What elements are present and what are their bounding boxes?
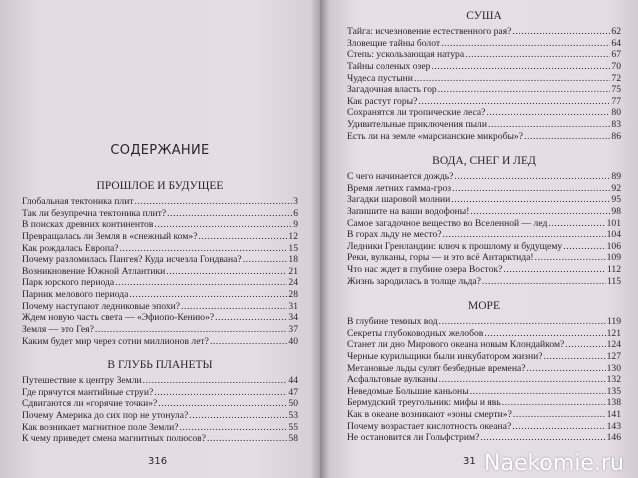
entry-page: 64 xyxy=(611,37,621,49)
toc-entry xyxy=(22,433,298,445)
dot-leader xyxy=(482,276,606,288)
toc-section xyxy=(22,357,298,445)
entry-page: 80 xyxy=(611,107,621,119)
toc-entry xyxy=(347,218,621,230)
entry-page: 62 xyxy=(611,26,621,37)
entry-title: С чего начинается дождь? xyxy=(347,171,454,182)
page-number: 31 xyxy=(463,456,476,467)
entry-title: Как растут горы? xyxy=(347,95,418,107)
entry-title: Ледники Гренландии: ключ к прошлому и будущему xyxy=(347,240,563,252)
entry-page: 124 xyxy=(606,339,621,351)
toc-entry xyxy=(347,374,621,386)
toc-entry xyxy=(347,131,621,143)
toc-entry xyxy=(347,351,621,363)
entry-title: Черные курильщики были инкубатором жизни? xyxy=(347,350,543,362)
entry-title: Не остановится ли Гольфстрим? xyxy=(347,432,480,444)
dot-leader xyxy=(154,219,292,231)
dot-leader xyxy=(243,254,288,266)
toc-entry xyxy=(22,336,298,348)
dot-leader xyxy=(486,107,610,119)
entry-page: 146 xyxy=(606,432,621,444)
entry-page: 15 xyxy=(288,242,298,254)
dot-leader xyxy=(95,324,288,336)
dot-leader xyxy=(418,96,610,108)
dot-leader xyxy=(470,206,610,218)
toc-entry xyxy=(22,208,298,220)
dot-leader xyxy=(414,73,610,85)
toc-section xyxy=(347,298,621,444)
entry-title: Как в океане возникают «зоны смерти»? xyxy=(347,409,512,421)
entry-title: Есть ли на земле «марсианские микробы»? xyxy=(347,130,523,142)
page-number: 316 xyxy=(148,456,168,467)
toc-entry xyxy=(22,289,298,301)
dot-leader xyxy=(207,433,287,445)
dot-leader xyxy=(503,264,606,276)
toc-entry xyxy=(347,49,621,61)
entry-title: Реки, вулканы, горы — и это всё Антарктида! xyxy=(347,252,534,264)
toc-entry xyxy=(347,363,621,375)
entry-page: 40 xyxy=(288,335,298,347)
toc-entry xyxy=(347,339,621,351)
entry-page: 28 xyxy=(288,289,298,301)
entry-page: 98 xyxy=(611,205,621,217)
entry-page: 104 xyxy=(606,229,621,241)
entry-page: 6 xyxy=(293,207,298,219)
entry-title: Самое загадочное вещество во Вселенной — лед xyxy=(347,217,548,229)
entry-page: 75 xyxy=(611,84,621,96)
dot-leader xyxy=(166,266,287,278)
entry-title: Загадки шаровой молнии xyxy=(347,194,451,206)
entry-title: Почему Америка до сих пор не утонула? xyxy=(22,409,189,421)
toc-entry xyxy=(347,328,621,340)
toc-entry xyxy=(347,386,621,398)
entry-page: 92 xyxy=(611,182,621,194)
dot-leader xyxy=(143,375,288,387)
entry-page: 72 xyxy=(611,72,621,84)
entry-page: 119 xyxy=(606,316,621,327)
entry-title: К чему приведет смена магнитных полюсов? xyxy=(22,433,206,445)
entry-title: Загадочная власть гор xyxy=(347,84,437,96)
toc-entry xyxy=(347,171,621,183)
dot-leader xyxy=(439,316,606,328)
dot-leader xyxy=(181,301,287,313)
toc-entry xyxy=(22,410,298,422)
entry-title: Что нас ждет в глубине озера Восток? xyxy=(347,264,503,276)
dot-leader xyxy=(198,231,287,243)
toc-entry xyxy=(347,183,621,195)
dot-leader xyxy=(154,387,287,399)
entry-title: Станет ли дно Мирового океана новым Клондайком? xyxy=(347,339,565,351)
entry-page: 89 xyxy=(611,171,621,182)
entry-title: В поисках древних континентов xyxy=(22,219,154,231)
dot-leader xyxy=(488,119,610,131)
section-heading: ПРОШЛОЕ И БУДУЩЕЕ xyxy=(96,180,224,192)
dot-leader xyxy=(210,336,287,348)
entry-title: Зловещие тайны болот xyxy=(347,37,441,49)
entry-title: Возникновение Южной Атлантики xyxy=(22,265,166,277)
dot-leader xyxy=(179,422,287,434)
dot-leader xyxy=(563,241,605,253)
dot-leader xyxy=(431,61,610,73)
toc-entry xyxy=(347,409,621,421)
toc-entry xyxy=(22,312,298,324)
toc-section xyxy=(347,153,621,287)
entry-title: В глубине темных вод xyxy=(347,316,438,327)
entry-page: 106 xyxy=(606,240,621,252)
entry-title: Где прячутся мантийные струи? xyxy=(22,386,154,398)
entry-title: Глобальная тектоника плит xyxy=(22,196,134,207)
toc-entry xyxy=(347,206,621,218)
entry-page: 121 xyxy=(606,327,621,339)
entry-page: 83 xyxy=(611,119,621,131)
toc-entry xyxy=(22,324,298,336)
entry-page: 9 xyxy=(293,219,298,231)
entry-page: 34 xyxy=(288,312,298,324)
toc-entry xyxy=(22,254,298,266)
toc-entry xyxy=(347,229,621,241)
toc-entry xyxy=(347,84,621,96)
toc-entry xyxy=(22,398,298,410)
toc-section xyxy=(22,178,298,347)
entry-title: Парник мелового периода xyxy=(22,289,129,301)
entry-page: 70 xyxy=(611,60,621,72)
dot-leader xyxy=(484,328,605,340)
entry-page: 77 xyxy=(611,95,621,107)
dot-leader xyxy=(441,38,610,50)
toc-entry xyxy=(347,241,621,253)
entry-title: Превращалась ли Земля в «снежный ком»? xyxy=(22,230,198,242)
section-heading: ВОДА, СНЕГ И ЛЕД xyxy=(432,155,536,167)
toc-entry xyxy=(22,301,298,313)
entry-title: Ждем новую часть света — «Эфиопо-Кению»? xyxy=(22,312,215,324)
entry-title: Тайны соленых озер xyxy=(347,60,431,72)
toc-entry xyxy=(347,38,621,50)
toc-entry xyxy=(22,422,298,434)
section-heading: В ГЛУБЬ ПЛАНЕТЫ xyxy=(107,359,213,371)
toc-entry xyxy=(347,73,621,85)
toc-entry xyxy=(347,421,621,433)
entry-page: 37 xyxy=(288,324,298,336)
entry-title: Неведомые Большие каньоны xyxy=(347,385,469,397)
toc-entry xyxy=(347,264,621,276)
dot-leader xyxy=(451,194,610,206)
dot-leader xyxy=(189,410,287,422)
toc-entry xyxy=(22,219,298,231)
entry-title: Так ли безупречна тектоника плит? xyxy=(22,207,167,219)
dot-leader xyxy=(535,252,606,264)
toc-entry xyxy=(22,231,298,243)
entry-page: 47 xyxy=(288,386,298,398)
toc-entry xyxy=(22,196,298,208)
entry-title: Путешествие к центру Земли xyxy=(22,375,142,386)
dot-leader xyxy=(215,312,287,324)
entry-page: 101 xyxy=(606,217,621,229)
entry-title: Как рождалась Европа? xyxy=(22,242,119,254)
toc-section xyxy=(347,8,621,142)
entry-title: Удивительные приключения пыли xyxy=(347,119,487,131)
entry-title: Почему наступают ледниковые эпохи? xyxy=(22,300,181,312)
entry-title: Почему разломилась Пангея? Куда исчезла Гондвана? xyxy=(22,254,242,266)
watermark: Naekomie.ru xyxy=(484,451,624,476)
contents-title: СОДЕРЖАНИЕ xyxy=(110,143,210,158)
toc-entry xyxy=(22,266,298,278)
dot-leader xyxy=(526,363,605,375)
entry-page: 31 xyxy=(288,300,298,312)
entry-title: Бермудский треугольник: мифы и явь xyxy=(347,397,501,409)
entry-title: Каким будет мир через сотни миллионов лет? xyxy=(22,335,209,347)
entry-page: 58 xyxy=(288,433,298,445)
dot-leader xyxy=(454,171,610,183)
dot-leader xyxy=(513,409,606,421)
dot-leader xyxy=(524,131,610,143)
entry-page: 130 xyxy=(606,362,621,374)
dot-leader xyxy=(158,398,287,410)
entry-title: Запишите на ваши водофоны! xyxy=(347,205,470,217)
dot-leader xyxy=(512,421,605,433)
toc-entry xyxy=(347,119,621,131)
dot-leader xyxy=(443,229,606,241)
entry-title: Жизнь зародилась в толще льда? xyxy=(347,275,481,287)
dot-leader xyxy=(470,386,606,398)
entry-page: 21 xyxy=(288,265,298,277)
toc-entry xyxy=(347,194,621,206)
entry-title: Сохранятся ли тропические леса? xyxy=(347,107,486,119)
toc-entry xyxy=(347,107,621,119)
section-heading: СУША xyxy=(466,10,502,22)
entry-page: 3 xyxy=(293,196,298,207)
entry-title: Как возникает магнитное поле Земли? xyxy=(22,421,179,433)
entry-title: Секреты глубоководных желобов xyxy=(347,327,484,339)
entry-title: Чудеса пустыни xyxy=(347,72,413,84)
entry-page: 24 xyxy=(288,277,298,289)
toc-entry xyxy=(347,316,621,328)
entry-title: Земля — это Гея? xyxy=(22,324,94,336)
entry-title: Тайга: исчезновение естественного рая? xyxy=(347,26,512,37)
toc-entry xyxy=(347,96,621,108)
entry-page: 138 xyxy=(606,397,621,409)
entry-title: Степь: ускользающая натура xyxy=(347,49,465,61)
entry-page: 50 xyxy=(288,398,298,410)
entry-page: 55 xyxy=(288,421,298,433)
entry-page: 86 xyxy=(611,130,621,142)
entry-title: В горах льду не место? xyxy=(347,229,442,241)
entry-page: 44 xyxy=(288,375,298,386)
entry-page: 67 xyxy=(611,49,621,61)
dot-leader xyxy=(439,374,606,386)
toc-entry xyxy=(347,61,621,73)
toc-entry xyxy=(22,277,298,289)
toc-entry xyxy=(22,243,298,255)
entry-page: 12 xyxy=(288,230,298,242)
toc-entry xyxy=(347,252,621,264)
dot-leader xyxy=(512,26,610,38)
dot-leader xyxy=(502,397,606,409)
entry-page: 127 xyxy=(606,350,621,362)
toc-entry xyxy=(347,397,621,409)
entry-page: 132 xyxy=(606,374,621,386)
toc-entry xyxy=(347,276,621,288)
entry-page: 109 xyxy=(606,252,621,264)
entry-title: Парк юрского периода xyxy=(22,277,115,289)
entry-title: Время летних гамма-гроз xyxy=(347,182,452,194)
dot-leader xyxy=(548,218,605,230)
entry-title: Асфальтовые вулканы xyxy=(347,374,438,386)
dot-leader xyxy=(543,351,605,363)
section-heading: МОРЕ xyxy=(468,300,500,312)
entry-page: 18 xyxy=(288,254,298,266)
entry-title: Почему возрастает кислотность океана? xyxy=(347,420,512,432)
dot-leader xyxy=(120,243,288,255)
dot-leader xyxy=(465,49,610,61)
dot-leader xyxy=(115,277,287,289)
dot-leader xyxy=(480,432,605,444)
entry-title: Сдвигаются ли «горячие точки»? xyxy=(22,398,158,410)
dot-leader xyxy=(167,208,292,220)
entry-page: 95 xyxy=(611,194,621,206)
dot-leader xyxy=(565,339,605,351)
right-page xyxy=(320,0,638,478)
entry-page: 135 xyxy=(606,385,621,397)
toc-entry xyxy=(347,432,621,444)
toc-entry xyxy=(347,26,621,38)
dot-leader xyxy=(438,84,611,96)
entry-page: 115 xyxy=(606,275,621,287)
entry-page: 112 xyxy=(606,264,621,276)
toc-entry xyxy=(22,387,298,399)
entry-page: 53 xyxy=(288,409,298,421)
dot-leader xyxy=(135,196,293,208)
toc-entry xyxy=(22,375,298,387)
dot-leader xyxy=(452,183,610,195)
dot-leader xyxy=(129,289,287,301)
entry-page: 141 xyxy=(606,409,621,421)
entry-title: Метановые льды сулят безбедные времена? xyxy=(347,362,526,374)
entry-page: 143 xyxy=(606,420,621,432)
